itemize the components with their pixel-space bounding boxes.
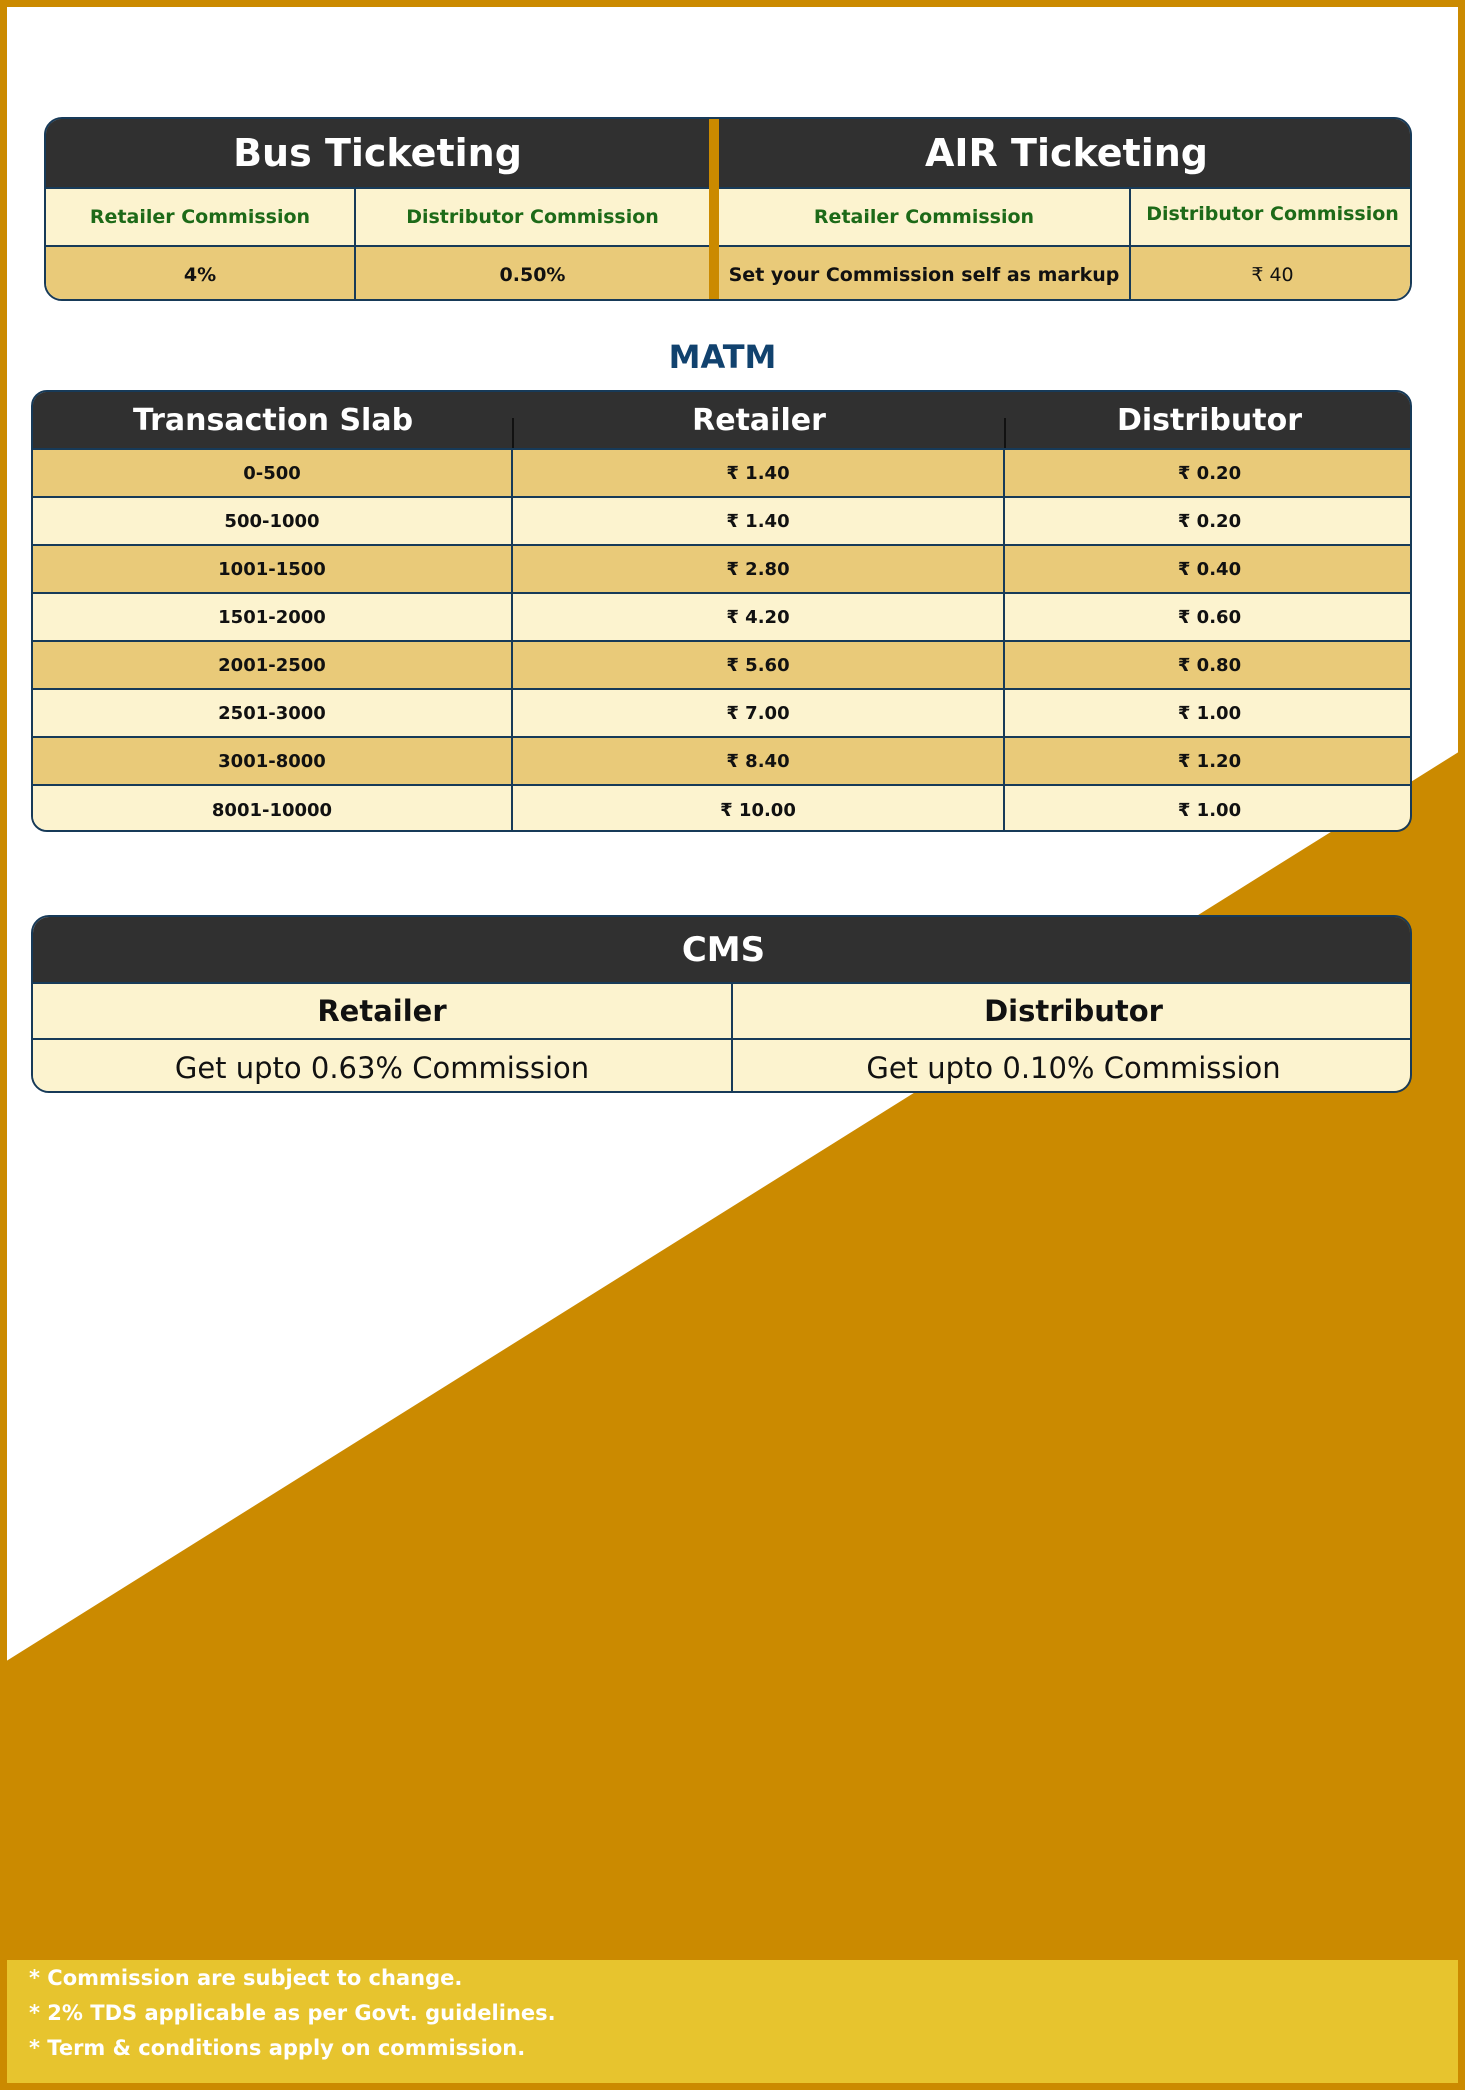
- footer-note-2: * 2% TDS applicable as per Govt. guidelines.: [29, 2001, 556, 2025]
- matm-cell-slab: 500-1000: [33, 498, 513, 544]
- matm-cell-slab: 8001-10000: [33, 786, 513, 832]
- footer-notes: [7, 1960, 1458, 2083]
- matm-row: [33, 736, 1412, 784]
- matm-cell-retailer: ₹ 4.20: [513, 594, 1005, 640]
- matm-cell-distributor: ₹ 0.60: [1005, 594, 1412, 640]
- footer-note-3: * Term & conditions apply on commission.: [29, 2036, 526, 2060]
- matm-cell-retailer: ₹ 1.40: [513, 450, 1005, 496]
- cms-distributor-value: Get upto 0.10% Commission: [733, 1038, 1412, 1093]
- matm-cell-slab: 2501-3000: [33, 690, 513, 736]
- matm-cell-slab: 2001-2500: [33, 642, 513, 688]
- matm-row: [33, 640, 1412, 688]
- matm-cell-retailer: ₹ 5.60: [513, 642, 1005, 688]
- bus-ticketing-title: Bus Ticketing: [46, 119, 709, 187]
- matm-row: [33, 592, 1412, 640]
- matm-cell-distributor: ₹ 0.20: [1005, 498, 1412, 544]
- matm-header-distributor: Distributor: [1005, 392, 1412, 448]
- bus-distributor-commission-label: Distributor Commission: [356, 187, 709, 245]
- ticketing-divider: [709, 119, 719, 301]
- matm-row: [33, 496, 1412, 544]
- matm-table: [31, 390, 1412, 832]
- matm-row: [33, 544, 1412, 592]
- matm-cell-distributor: ₹ 1.00: [1005, 786, 1412, 832]
- matm-cell-retailer: ₹ 1.40: [513, 498, 1005, 544]
- cms-retailer-label: Retailer: [33, 982, 733, 1038]
- cms-distributor-label: Distributor: [733, 982, 1412, 1038]
- matm-cell-distributor: ₹ 0.40: [1005, 546, 1412, 592]
- air-retailer-commission-label: Retailer Commission: [719, 187, 1131, 245]
- matm-cell-distributor: ₹ 0.80: [1005, 642, 1412, 688]
- matm-cell-retailer: ₹ 2.80: [513, 546, 1005, 592]
- footer-note-1: * Commission are subject to change.: [29, 1966, 463, 1990]
- matm-cell-slab: 1501-2000: [33, 594, 513, 640]
- bus-retailer-commission-value: 4%: [46, 245, 356, 301]
- matm-title: MATM: [668, 338, 777, 376]
- matm-cell-distributor: ₹ 1.20: [1005, 738, 1412, 784]
- ticketing-table: [44, 117, 1412, 301]
- matm-cell-distributor: ₹ 0.20: [1005, 450, 1412, 496]
- matm-row: [33, 688, 1412, 736]
- bus-distributor-commission-value: 0.50%: [356, 245, 709, 301]
- matm-cell-distributor: ₹ 1.00: [1005, 690, 1412, 736]
- matm-row: [33, 784, 1412, 832]
- matm-cell-slab: 3001-8000: [33, 738, 513, 784]
- cms-title: CMS: [33, 917, 1412, 982]
- air-ticketing-title: AIR Ticketing: [719, 119, 1412, 187]
- matm-cell-retailer: ₹ 7.00: [513, 690, 1005, 736]
- air-distributor-commission-label: Distributor Commission: [1131, 187, 1412, 245]
- matm-cell-retailer: ₹ 10.00: [513, 786, 1005, 832]
- matm-cell-slab: 1001-1500: [33, 546, 513, 592]
- matm-header-slab: Transaction Slab: [33, 392, 513, 448]
- bus-retailer-commission-label: Retailer Commission: [46, 187, 356, 245]
- matm-header-sep-1: [512, 418, 514, 448]
- matm-header-retailer: Retailer: [513, 392, 1005, 448]
- cms-table: [31, 915, 1412, 1093]
- air-distributor-commission-value: ₹ 40: [1131, 245, 1412, 301]
- matm-header-sep-2: [1004, 418, 1006, 448]
- matm-cell-slab: 0-500: [33, 450, 513, 496]
- matm-row: [33, 448, 1412, 496]
- air-retailer-commission-value: Set your Commission self as markup: [719, 245, 1131, 301]
- cms-retailer-value: Get upto 0.63% Commission: [33, 1038, 733, 1093]
- matm-cell-retailer: ₹ 8.40: [513, 738, 1005, 784]
